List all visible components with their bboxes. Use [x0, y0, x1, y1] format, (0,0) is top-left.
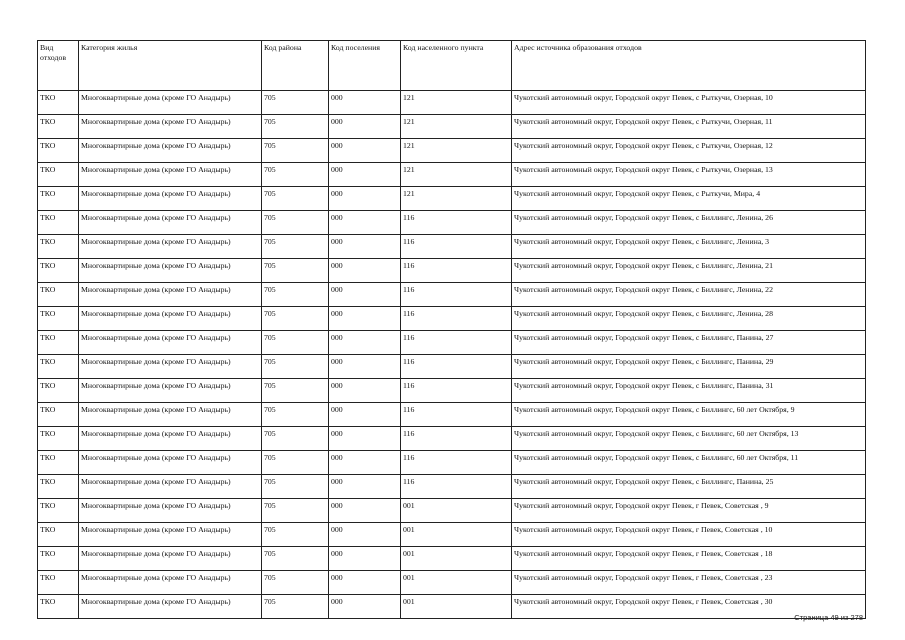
header-waste-type: Вид отходов — [38, 41, 79, 91]
cell-settlement-code: 000 — [329, 331, 401, 355]
cell-district-code: 705 — [262, 91, 329, 115]
page-number: Страница 49 из 278 — [794, 613, 863, 622]
header-district-code: Код района — [262, 41, 329, 91]
cell-source-address: Чукотский автономный округ, Городской округ Певек, с Рыткучи, Озерная, 12 — [512, 139, 866, 163]
cell-locality-code: 116 — [401, 379, 512, 403]
cell-waste-type: ТКО — [38, 307, 79, 331]
table-row — [38, 403, 866, 427]
cell-district-code: 705 — [262, 451, 329, 475]
cell-district-code: 705 — [262, 163, 329, 187]
cell-source-address: Чукотский автономный округ, Городской округ Певек, с Биллингс, Ленина, 28 — [512, 307, 866, 331]
table-row — [38, 499, 866, 523]
cell-source-address: Чукотский автономный округ, Городской округ Певек, г Певек, Советская , 9 — [512, 499, 866, 523]
cell-housing-category: Многоквартирные дома (кроме ГО Анадырь) — [79, 331, 262, 355]
table-row — [38, 283, 866, 307]
cell-housing-category: Многоквартирные дома (кроме ГО Анадырь) — [79, 283, 262, 307]
cell-source-address: Чукотский автономный округ, Городской округ Певек, с Рыткучи, Мира, 4 — [512, 187, 866, 211]
cell-locality-code: 116 — [401, 211, 512, 235]
cell-housing-category: Многоквартирные дома (кроме ГО Анадырь) — [79, 571, 262, 595]
cell-settlement-code: 000 — [329, 451, 401, 475]
table-row — [38, 475, 866, 499]
table-row — [38, 307, 866, 331]
table-header-row — [38, 41, 866, 91]
cell-district-code: 705 — [262, 499, 329, 523]
cell-housing-category: Многоквартирные дома (кроме ГО Анадырь) — [79, 235, 262, 259]
table-row — [38, 91, 866, 115]
table-row — [38, 451, 866, 475]
cell-waste-type: ТКО — [38, 523, 79, 547]
cell-source-address: Чукотский автономный округ, Городской округ Певек, с Биллингс, Ленина, 22 — [512, 283, 866, 307]
cell-housing-category: Многоквартирные дома (кроме ГО Анадырь) — [79, 595, 262, 619]
table-row — [38, 259, 866, 283]
cell-waste-type: ТКО — [38, 91, 79, 115]
cell-locality-code: 001 — [401, 595, 512, 619]
cell-waste-type: ТКО — [38, 379, 79, 403]
cell-locality-code: 116 — [401, 427, 512, 451]
cell-waste-type: ТКО — [38, 403, 79, 427]
header-source-address: Адрес источника образования отходов — [512, 41, 866, 91]
cell-waste-type: ТКО — [38, 427, 79, 451]
table-row — [38, 115, 866, 139]
cell-source-address: Чукотский автономный округ, Городской округ Певек, с Биллингс, 60 лет Октября, 11 — [512, 451, 866, 475]
cell-locality-code: 116 — [401, 403, 512, 427]
cell-source-address: Чукотский автономный округ, Городской округ Певек, с Биллингс, Ленина, 26 — [512, 211, 866, 235]
cell-housing-category: Многоквартирные дома (кроме ГО Анадырь) — [79, 91, 262, 115]
cell-housing-category: Многоквартирные дома (кроме ГО Анадырь) — [79, 427, 262, 451]
cell-locality-code: 116 — [401, 283, 512, 307]
cell-source-address: Чукотский автономный округ, Городской округ Певек, с Биллингс, 60 лет Октября, 9 — [512, 403, 866, 427]
cell-settlement-code: 000 — [329, 307, 401, 331]
cell-district-code: 705 — [262, 115, 329, 139]
cell-settlement-code: 000 — [329, 571, 401, 595]
cell-housing-category: Многоквартирные дома (кроме ГО Анадырь) — [79, 163, 262, 187]
table-body — [38, 91, 866, 619]
cell-district-code: 705 — [262, 355, 329, 379]
cell-district-code: 705 — [262, 331, 329, 355]
header-settlement-code: Код поселения — [329, 41, 401, 91]
cell-locality-code: 121 — [401, 187, 512, 211]
cell-waste-type: ТКО — [38, 571, 79, 595]
cell-housing-category: Многоквартирные дома (кроме ГО Анадырь) — [79, 523, 262, 547]
cell-district-code: 705 — [262, 547, 329, 571]
cell-source-address: Чукотский автономный округ, Городской округ Певек, с Биллингс, 60 лет Октября, 13 — [512, 427, 866, 451]
cell-waste-type: ТКО — [38, 163, 79, 187]
cell-district-code: 705 — [262, 259, 329, 283]
cell-source-address: Чукотский автономный округ, Городской округ Певек, г Певек, Советская , 10 — [512, 523, 866, 547]
cell-housing-category: Многоквартирные дома (кроме ГО Анадырь) — [79, 403, 262, 427]
cell-housing-category: Многоквартирные дома (кроме ГО Анадырь) — [79, 139, 262, 163]
cell-district-code: 705 — [262, 187, 329, 211]
header-housing-category: Категория жилья — [79, 41, 262, 91]
table-row — [38, 235, 866, 259]
cell-source-address: Чукотский автономный округ, Городской округ Певек, с Рыткучи, Озерная, 13 — [512, 163, 866, 187]
cell-waste-type: ТКО — [38, 355, 79, 379]
cell-source-address: Чукотский автономный округ, Городской округ Певек, с Биллингс, Ленина, 3 — [512, 235, 866, 259]
cell-locality-code: 001 — [401, 571, 512, 595]
cell-district-code: 705 — [262, 139, 329, 163]
cell-settlement-code: 000 — [329, 235, 401, 259]
table-row — [38, 331, 866, 355]
cell-locality-code: 116 — [401, 355, 512, 379]
cell-housing-category: Многоквартирные дома (кроме ГО Анадырь) — [79, 307, 262, 331]
cell-source-address: Чукотский автономный округ, Городской округ Певек, с Биллингс, Панина, 27 — [512, 331, 866, 355]
table-row — [38, 163, 866, 187]
table-row — [38, 595, 866, 619]
cell-settlement-code: 000 — [329, 523, 401, 547]
cell-district-code: 705 — [262, 523, 329, 547]
cell-district-code: 705 — [262, 283, 329, 307]
cell-settlement-code: 000 — [329, 187, 401, 211]
cell-settlement-code: 000 — [329, 499, 401, 523]
cell-district-code: 705 — [262, 235, 329, 259]
cell-waste-type: ТКО — [38, 547, 79, 571]
cell-settlement-code: 000 — [329, 115, 401, 139]
cell-locality-code: 116 — [401, 331, 512, 355]
cell-source-address: Чукотский автономный округ, Городской округ Певек, г Певек, Советская , 30 — [512, 595, 866, 619]
cell-housing-category: Многоквартирные дома (кроме ГО Анадырь) — [79, 187, 262, 211]
table-row — [38, 139, 866, 163]
cell-district-code: 705 — [262, 595, 329, 619]
cell-settlement-code: 000 — [329, 163, 401, 187]
table-row — [38, 187, 866, 211]
cell-source-address: Чукотский автономный округ, Городской округ Певек, с Биллингс, Панина, 29 — [512, 355, 866, 379]
cell-settlement-code: 000 — [329, 379, 401, 403]
cell-housing-category: Многоквартирные дома (кроме ГО Анадырь) — [79, 451, 262, 475]
table-row — [38, 355, 866, 379]
cell-locality-code: 116 — [401, 259, 512, 283]
cell-source-address: Чукотский автономный округ, Городской округ Певек, с Рыткучи, Озерная, 10 — [512, 91, 866, 115]
cell-waste-type: ТКО — [38, 187, 79, 211]
cell-source-address: Чукотский автономный округ, Городской округ Певек, с Биллингс, Панина, 31 — [512, 379, 866, 403]
table-row — [38, 547, 866, 571]
cell-locality-code: 116 — [401, 451, 512, 475]
cell-settlement-code: 000 — [329, 403, 401, 427]
cell-settlement-code: 000 — [329, 595, 401, 619]
cell-district-code: 705 — [262, 403, 329, 427]
cell-settlement-code: 000 — [329, 91, 401, 115]
cell-waste-type: ТКО — [38, 139, 79, 163]
cell-waste-type: ТКО — [38, 283, 79, 307]
cell-district-code: 705 — [262, 307, 329, 331]
cell-source-address: Чукотский автономный округ, Городской округ Певек, г Певек, Советская , 18 — [512, 547, 866, 571]
cell-waste-type: ТКО — [38, 499, 79, 523]
cell-housing-category: Многоквартирные дома (кроме ГО Анадырь) — [79, 259, 262, 283]
cell-housing-category: Многоквартирные дома (кроме ГО Анадырь) — [79, 379, 262, 403]
cell-source-address: Чукотский автономный округ, Городской округ Певек, с Биллингс, Панина, 25 — [512, 475, 866, 499]
cell-district-code: 705 — [262, 211, 329, 235]
cell-locality-code: 116 — [401, 235, 512, 259]
cell-settlement-code: 000 — [329, 355, 401, 379]
cell-source-address: Чукотский автономный округ, Городской округ Певек, с Рыткучи, Озерная, 11 — [512, 115, 866, 139]
cell-locality-code: 001 — [401, 547, 512, 571]
cell-locality-code: 121 — [401, 163, 512, 187]
cell-waste-type: ТКО — [38, 259, 79, 283]
cell-waste-type: ТКО — [38, 331, 79, 355]
table-row — [38, 211, 866, 235]
cell-source-address: Чукотский автономный округ, Городской округ Певек, с Биллингс, Ленина, 21 — [512, 259, 866, 283]
cell-settlement-code: 000 — [329, 139, 401, 163]
cell-housing-category: Многоквартирные дома (кроме ГО Анадырь) — [79, 115, 262, 139]
cell-settlement-code: 000 — [329, 475, 401, 499]
header-locality-code: Код населенного пункта — [401, 41, 512, 91]
cell-locality-code: 116 — [401, 307, 512, 331]
cell-waste-type: ТКО — [38, 235, 79, 259]
cell-locality-code: 121 — [401, 115, 512, 139]
cell-waste-type: ТКО — [38, 115, 79, 139]
cell-housing-category: Многоквартирные дома (кроме ГО Анадырь) — [79, 355, 262, 379]
cell-district-code: 705 — [262, 475, 329, 499]
cell-housing-category: Многоквартирные дома (кроме ГО Анадырь) — [79, 547, 262, 571]
cell-locality-code: 121 — [401, 139, 512, 163]
cell-waste-type: ТКО — [38, 451, 79, 475]
cell-locality-code: 001 — [401, 523, 512, 547]
cell-district-code: 705 — [262, 571, 329, 595]
table-row — [38, 427, 866, 451]
cell-settlement-code: 000 — [329, 211, 401, 235]
waste-sources-table — [37, 40, 866, 619]
cell-locality-code: 116 — [401, 475, 512, 499]
table-row — [38, 379, 866, 403]
table-row — [38, 523, 866, 547]
cell-settlement-code: 000 — [329, 547, 401, 571]
cell-housing-category: Многоквартирные дома (кроме ГО Анадырь) — [79, 211, 262, 235]
cell-housing-category: Многоквартирные дома (кроме ГО Анадырь) — [79, 475, 262, 499]
cell-district-code: 705 — [262, 379, 329, 403]
cell-waste-type: ТКО — [38, 595, 79, 619]
cell-waste-type: ТКО — [38, 475, 79, 499]
cell-locality-code: 121 — [401, 91, 512, 115]
cell-settlement-code: 000 — [329, 259, 401, 283]
cell-locality-code: 001 — [401, 499, 512, 523]
cell-source-address: Чукотский автономный округ, Городской округ Певек, г Певек, Советская , 23 — [512, 571, 866, 595]
cell-settlement-code: 000 — [329, 283, 401, 307]
cell-housing-category: Многоквартирные дома (кроме ГО Анадырь) — [79, 499, 262, 523]
cell-settlement-code: 000 — [329, 427, 401, 451]
cell-district-code: 705 — [262, 427, 329, 451]
table-row — [38, 571, 866, 595]
cell-waste-type: ТКО — [38, 211, 79, 235]
